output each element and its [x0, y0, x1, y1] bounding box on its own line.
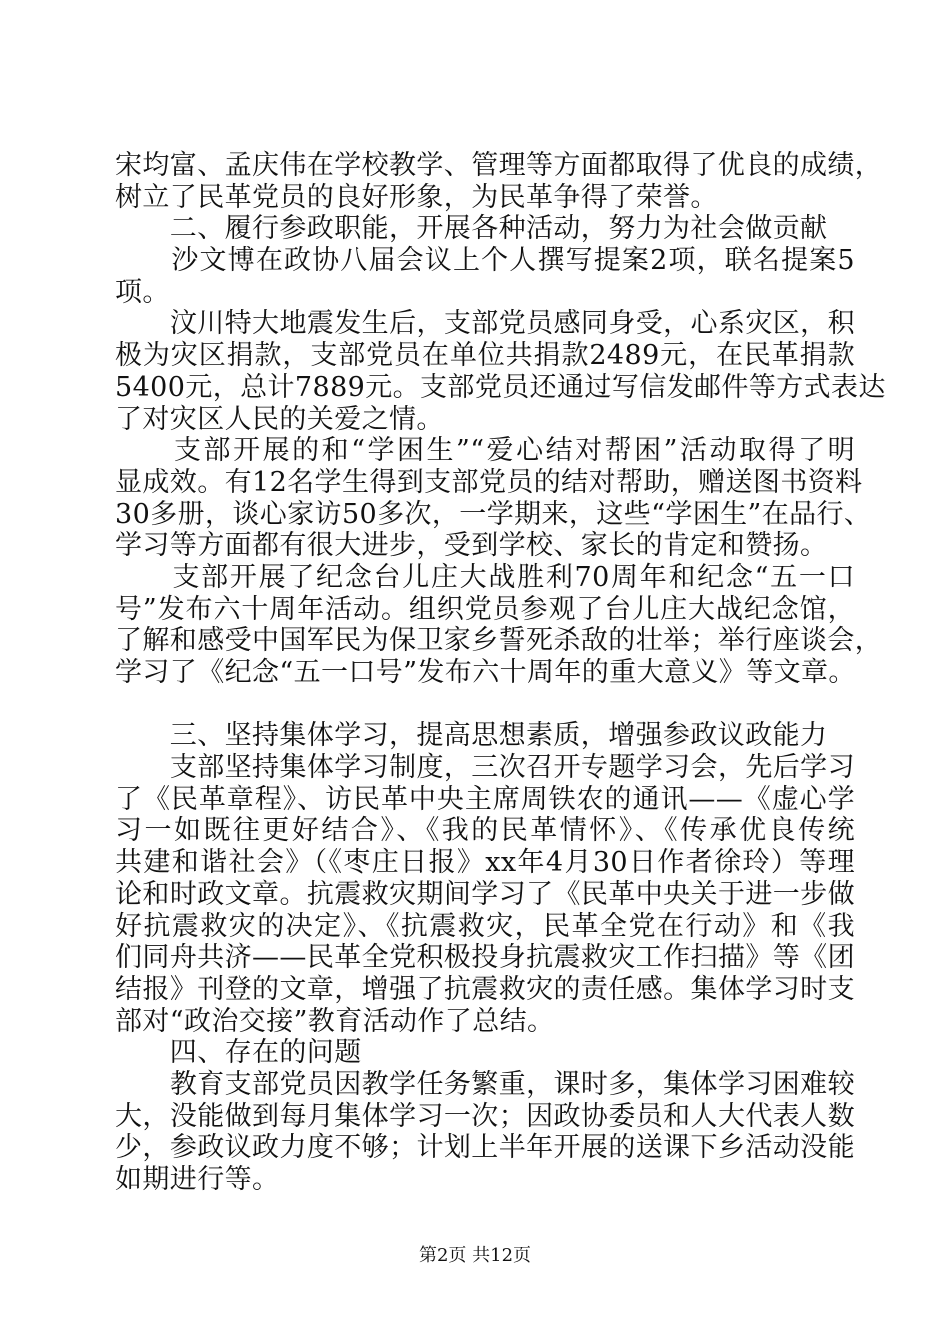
text-line: 极为灾区捐款，支部党员在单位共捐款2489元，在民革捐款 — [115, 340, 855, 372]
text-line: 项。 — [115, 276, 170, 308]
text-line: 了解和感受中国军民为保卫家乡誓死杀敌的壮举；举行座谈会， — [115, 625, 883, 657]
text-line: 好抗震救灾的决定》、《抗震救灾，民革全党在行动》和《我 — [115, 910, 855, 942]
text-line: 号”发布六十周年活动。组织党员参观了台儿庄大战纪念馆， — [115, 593, 855, 625]
blank-line — [115, 689, 855, 721]
section-heading: 二、履行参政职能，开展各种活动，努力为社会做贡献 — [115, 213, 828, 245]
text-line: 教育支部党员因教学任务繁重，课时多，集体学习困难较 — [115, 1068, 855, 1100]
text-line: 习一如既往更好结合》、《我的民革情怀》、《传承优良传统 — [115, 815, 855, 847]
text-line: 支部坚持集体学习制度，三次召开专题学习会，先后学习 — [115, 752, 855, 784]
document-body — [115, 150, 886, 1196]
text-line: 支部开展了纪念台儿庄大战胜利70周年和纪念“五一口 — [115, 561, 855, 593]
section-heading: 四、存在的问题 — [115, 1037, 362, 1069]
text-line: 了《民革章程》、访民革中央主席周铁农的通讯——《虚心学 — [115, 783, 855, 815]
text-line: 树立了民革党员的良好形象，为民革争得了荣誉。 — [115, 181, 718, 213]
text-line: 显成效。有12名学生得到支部党员的结对帮助，赠送图书资料 — [115, 466, 863, 498]
text-line: 了对灾区人民的关爱之情。 — [115, 403, 444, 435]
text-line: 们同舟共济——民革全党积极投身抗震救灾工作扫描》等《团 — [115, 942, 855, 974]
text-line: 30多册，谈心家访50多次，一学期来，这些“学困生”在品行、 — [115, 498, 872, 530]
text-line: 共建和谐社会》（《枣庄日报》xx年4月30日作者徐玲）等理 — [115, 847, 855, 879]
text-line: 沙文博在政协八届会议上个人撰写提案2项，联名提案5 — [115, 245, 855, 277]
section-heading: 三、坚持集体学习，提高思想素质，增强参政议政能力 — [115, 720, 828, 752]
text-line: 结报》刊登的文章，增强了抗震救灾的责任感。集体学习时支 — [115, 973, 855, 1005]
text-line: 学习等方面都有很大进步，受到学校、家长的肯定和赞扬。 — [115, 530, 828, 562]
text-line: 支部开展的和“学困生”“爱心结对帮困”活动取得了明 — [115, 435, 855, 467]
text-line: 大，没能做到每月集体学习一次；因政协委员和人大代表人数 — [115, 1100, 855, 1132]
page-footer: 第2页 共12页 — [418, 1245, 532, 1266]
text-line: 宋均富、孟庆伟在学校教学、管理等方面都取得了优良的成绩， — [115, 150, 883, 181]
text-line: 部对“政治交接”教育活动作了总结。 — [115, 1005, 555, 1037]
text-line: 5400元，总计7889元。支部党员还通过写信发邮件等方式表达 — [115, 371, 886, 403]
text-line: 汶川特大地震发生后，支部党员感同身受，心系灾区，积 — [115, 308, 855, 340]
text-line: 少，参政议政力度不够；计划上半年开展的送课下乡活动没能 — [115, 1132, 855, 1164]
text-line: 论和时政文章。抗震救灾期间学习了《民革中央关于进一步做 — [115, 878, 855, 910]
text-line: 如期进行等。 — [115, 1164, 280, 1195]
text-line: 学习了《纪念“五一口号”发布六十周年的重大意义》等文章。 — [115, 657, 856, 688]
